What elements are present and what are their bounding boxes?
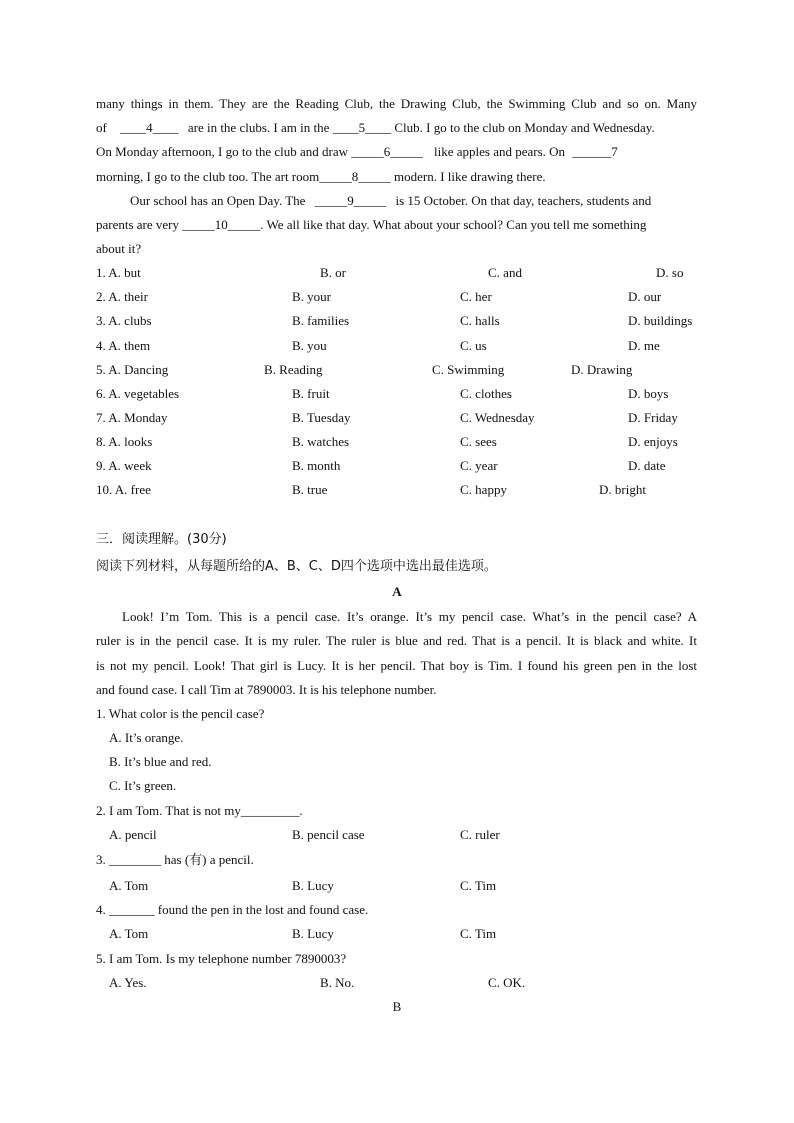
option: B. month xyxy=(292,458,341,473)
option: D. enjoys xyxy=(628,434,678,449)
cloze-line-4 xyxy=(96,168,546,186)
option: B. fruit xyxy=(292,386,330,401)
question-5-option-b: B. No. xyxy=(320,975,355,990)
question-3-option-c: C. Tim xyxy=(460,878,497,893)
question-1-option-c: C. It’s green. xyxy=(109,778,177,793)
text: of xyxy=(96,120,111,135)
option: 7. A. Monday xyxy=(96,410,168,425)
option: D. date xyxy=(628,458,666,473)
question-1-option-a: A. It’s orange. xyxy=(109,730,184,745)
option: 1. A. but xyxy=(96,265,141,280)
option: C. clothes xyxy=(460,386,512,401)
option: B. Reading xyxy=(264,362,323,377)
option: C. Swimming xyxy=(432,362,505,377)
part-a-title: A xyxy=(392,584,402,599)
blank-6: _____6_____ xyxy=(351,144,423,159)
option: D. boys xyxy=(628,386,669,401)
option: C. halls xyxy=(460,313,500,328)
text: are in the clubs. I am in the xyxy=(184,120,333,135)
blank-7: ______7 xyxy=(572,144,618,159)
blank-8: _____8_____ xyxy=(319,169,391,184)
option: B. Tuesday xyxy=(292,410,351,425)
option: C. sees xyxy=(460,434,497,449)
section-heading: 三．阅读理解。(30分) xyxy=(96,532,227,547)
cloze-line-7: about it? xyxy=(96,241,142,256)
blank-10: _____10_____ xyxy=(182,217,261,232)
option: 10. A. free xyxy=(96,482,151,497)
passage-line-3: is not my pencil. Look! That girl is Lucy. It is her pencil. That boy is Tim. I found his green pen in the lost xyxy=(96,658,697,673)
option: C. us xyxy=(460,338,487,353)
option: C. and xyxy=(488,265,522,280)
cloze-line-6 xyxy=(96,216,646,234)
question-2-option-c: C. ruler xyxy=(460,827,500,842)
cloze-line-5 xyxy=(130,192,651,210)
question-1-option-b: B. It’s blue and red. xyxy=(109,754,212,769)
text: . We all like that day. What about your school? Can you tell me something xyxy=(260,217,647,232)
question-5-option-c: C. OK. xyxy=(488,975,526,990)
option: B. you xyxy=(292,338,327,353)
question-3-option-a: A. Tom xyxy=(109,878,149,893)
text: morning, I go to the club too. The art room xyxy=(96,169,320,184)
blank-9: _____9_____ xyxy=(314,193,387,208)
option: D. buildings xyxy=(628,313,693,328)
cloze-line-2 xyxy=(96,119,697,137)
option: B. or xyxy=(320,265,346,280)
blank-5: ____5____ xyxy=(332,120,392,135)
passage-line-2: ruler is in the pencil case. It is my ruler. The ruler is blue and red. That is a pencil. It is black and white. It xyxy=(96,633,697,648)
option: B. families xyxy=(292,313,350,328)
text: like apples and pears. On xyxy=(430,144,569,159)
option: D. Drawing xyxy=(571,362,633,377)
option: 6. A. vegetables xyxy=(96,386,180,401)
question-1: 1. What color is the pencil case? xyxy=(96,706,265,721)
option: D. Friday xyxy=(628,410,678,425)
question-2-option-a: A. pencil xyxy=(109,827,157,842)
passage-line-1: Look! I’m Tom. This is a pencil case. It’s orange. It’s my pencil case. What’s in the pencil case? A xyxy=(122,609,697,624)
passage-line-4: and found case. I call Tim at 7890003. It is his telephone number. xyxy=(96,682,437,697)
text: On Monday afternoon, I go to the club and draw xyxy=(96,144,352,159)
option: D. bright xyxy=(599,482,646,497)
question-3-option-b: B. Lucy xyxy=(292,878,334,893)
option: C. year xyxy=(460,458,498,473)
blank-4: ____4____ xyxy=(120,120,179,135)
question-2-option-b: B. pencil case xyxy=(292,827,365,842)
question-5-option-a: A. Yes. xyxy=(109,975,147,990)
text: Club. I go to the club on Monday and Wednesday. xyxy=(391,120,655,135)
text: is 15 October. On that day, teachers, students and xyxy=(392,193,652,208)
text: modern. I like drawing there. xyxy=(390,169,546,184)
option: 4. A. them xyxy=(96,338,151,353)
question-3: 3. ________ has (有) a pencil. xyxy=(96,852,254,867)
option: C. her xyxy=(460,289,492,304)
option: C. happy xyxy=(460,482,507,497)
cloze-line-3 xyxy=(96,143,618,161)
option: D. our xyxy=(628,289,662,304)
question-4-option-a: A. Tom xyxy=(109,926,149,941)
question-5: 5. I am Tom. Is my telephone number 7890003? xyxy=(96,951,347,966)
option: B. watches xyxy=(292,434,350,449)
text: parents are very xyxy=(96,217,183,232)
question-4-option-b: B. Lucy xyxy=(292,926,334,941)
option: C. Wednesday xyxy=(460,410,535,425)
option: D. me xyxy=(628,338,660,353)
part-b-title: B xyxy=(392,999,402,1014)
option: 9. A. week xyxy=(96,458,152,473)
cloze-line-1: many things in them. They are the Reading Club, the Drawing Club, the Swimming Club and so on. Many xyxy=(96,96,697,111)
option: D. so xyxy=(656,265,684,280)
option: B. your xyxy=(292,289,331,304)
option: B. true xyxy=(292,482,328,497)
option: 3. A. clubs xyxy=(96,313,152,328)
section-instruction: 阅读下列材料，从每题所给的A、B、C、D四个选项中选出最佳选项。 xyxy=(96,559,497,574)
question-4-option-c: C. Tim xyxy=(460,926,497,941)
option: 8. A. looks xyxy=(96,434,153,449)
question-4: 4. _______ found the pen in the lost and found case. xyxy=(96,902,369,917)
question-2: 2. I am Tom. That is not my_________. xyxy=(96,803,303,818)
option: 2. A. their xyxy=(96,289,148,304)
text: Our school has an Open Day. The xyxy=(130,193,309,208)
option: 5. A. Dancing xyxy=(96,362,169,377)
